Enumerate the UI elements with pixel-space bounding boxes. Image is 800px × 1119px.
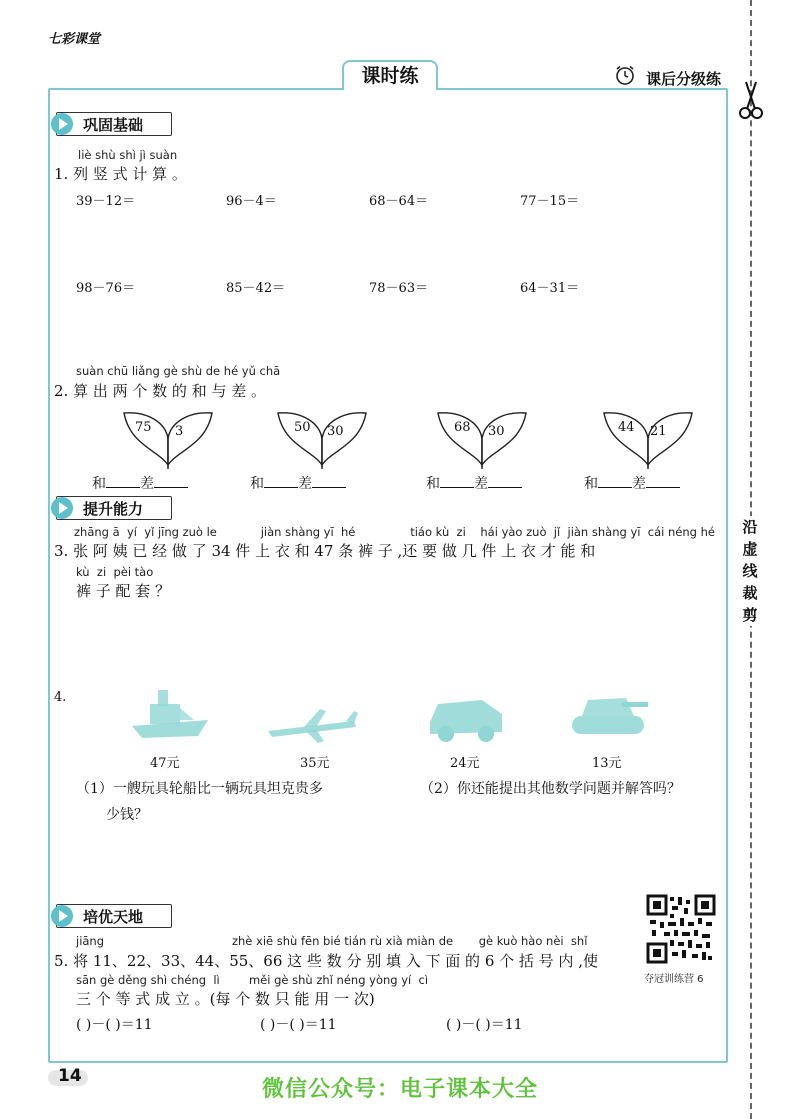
calc-item: 39－12＝ <box>76 194 136 209</box>
q1-pinyin: liè shù shì jì suàn <box>78 148 178 162</box>
calc-item: 96－4＝ <box>226 194 277 209</box>
leaf-number: 3 <box>175 424 184 439</box>
equation-blank[interactable]: ( )－( )＝11 <box>446 1017 523 1033</box>
play-triangle-icon <box>51 113 73 135</box>
q4-number: 4. <box>54 690 67 705</box>
answer-blank[interactable] <box>488 473 522 488</box>
answer-blank[interactable] <box>154 473 188 488</box>
leaf-icon <box>432 405 532 470</box>
leaf-pair <box>432 405 532 470</box>
page-number: 14 <box>58 1066 82 1086</box>
q5-line-1: 5. 将 11、22、33、44、55、66 这 些 数 分 别 填 入 下 面 的 6 个 括 号 内 ,使 <box>54 952 598 970</box>
ship-toy-icon <box>128 686 212 742</box>
leaf-icon <box>118 405 218 470</box>
price-label: 47元 <box>150 756 180 771</box>
leaf-icon <box>272 405 372 470</box>
answer-blank[interactable] <box>646 473 680 488</box>
calc-item: 68－64＝ <box>369 194 429 209</box>
calc-item: 64－31＝ <box>520 281 580 296</box>
q3-pinyin-1: zhāng ā yí yǐ jīng zuò le jiàn shàng yī hé tiáo kù zi hái yào zuò jǐ jiàn shàng yī cái néng hé <box>74 525 715 539</box>
tank-toy-icon <box>566 688 650 740</box>
play-triangle-icon <box>51 905 73 927</box>
q1-text: 1. 列 竖 式 计 算 。 <box>54 165 187 183</box>
alarm-clock-icon <box>614 64 636 86</box>
q5-line-2: 三 个 等 式 成 立 。(每 个 数 只 能 用 一 次) <box>76 990 375 1008</box>
leaf-icon <box>598 405 698 470</box>
qr-caption: 夺冠训练营 6 <box>644 974 704 985</box>
price-label: 13元 <box>592 756 622 771</box>
leaf-number: 68 <box>454 420 471 435</box>
answer-blank[interactable] <box>598 473 632 488</box>
q3-pinyin-2: kù zi pèi tào <box>76 565 154 579</box>
page-title: 课时练 <box>342 60 438 90</box>
calc-item: 85－42＝ <box>226 281 286 296</box>
calc-item: 98－76＝ <box>76 281 136 296</box>
leaf-number: 30 <box>488 424 505 439</box>
qr-code-icon[interactable] <box>646 894 716 964</box>
q3-line-2: 裤 子 配 套 ？ <box>76 582 171 600</box>
answer-blank[interactable] <box>106 473 140 488</box>
answer-blank[interactable] <box>440 473 474 488</box>
answer-blank[interactable] <box>264 473 298 488</box>
equation-blank[interactable]: ( )－( )＝11 <box>76 1017 153 1033</box>
section-header-excellence: 培优天地 <box>56 904 172 928</box>
cut-instruction: 沿 虚 线 裁 剪 <box>742 518 758 624</box>
q3-line-1: 3. 张 阿 姨 已 经 做 了 34 件 上 衣 和 47 条 裤 子 ,还 要 做 几 件 上 衣 才 能 和 <box>54 542 596 560</box>
q2-pinyin: suàn chū liǎng gè shù de hé yǔ chā <box>76 364 281 378</box>
sum-diff-blanks: 和 差 <box>426 473 522 493</box>
equation-blank[interactable]: ( )－( )＝11 <box>260 1017 337 1033</box>
price-label: 24元 <box>450 756 480 771</box>
leaf-number: 21 <box>650 424 667 439</box>
q4-subquestion-2: （2）你还能提出其他数学问题并解答吗？ <box>420 781 681 797</box>
leaf-pair <box>272 405 372 470</box>
section-header-advance: 提升能力 <box>56 496 172 520</box>
category-label: 课后分级练 <box>646 70 722 88</box>
leaf-number: 44 <box>618 420 635 435</box>
leaf-pair <box>598 405 698 470</box>
leaf-number: 75 <box>135 420 152 435</box>
calc-item: 77－15＝ <box>520 194 580 209</box>
plane-toy-icon <box>264 705 360 745</box>
q4-subquestion-1: （1）一艘玩具轮船比一辆玩具坦克贵多 少钱？ <box>76 781 323 823</box>
q5-pinyin-2: sān gè děng shì chéng lì měi gè shù zhǐ néng yòng yí cì <box>76 973 429 987</box>
section-header-basics: 巩固基础 <box>56 112 172 136</box>
scissors-icon <box>738 80 764 120</box>
calc-item: 78－63＝ <box>369 281 429 296</box>
footer-watermark: 微信公众号：电子课本大全 <box>261 1077 538 1102</box>
leaf-number: 50 <box>294 420 311 435</box>
sum-diff-blanks: 和 差 <box>92 473 188 493</box>
play-triangle-icon <box>51 497 73 519</box>
sum-diff-blanks: 和 差 <box>584 473 680 493</box>
car-toy-icon <box>424 688 508 744</box>
leaf-pair <box>118 405 218 470</box>
answer-blank[interactable] <box>312 473 346 488</box>
brand-logo: 七彩课堂 <box>48 32 101 47</box>
leaf-number: 30 <box>327 424 344 439</box>
q5-pinyin-1: jiāng zhè xiē shù fēn bié tián rù xià miàn de gè kuò hào nèi shǐ <box>76 934 588 948</box>
sum-diff-blanks: 和 差 <box>250 473 346 493</box>
price-label: 35元 <box>300 756 330 771</box>
q2-text: 2. 算 出 两 个 数 的 和 与 差 。 <box>54 382 266 400</box>
